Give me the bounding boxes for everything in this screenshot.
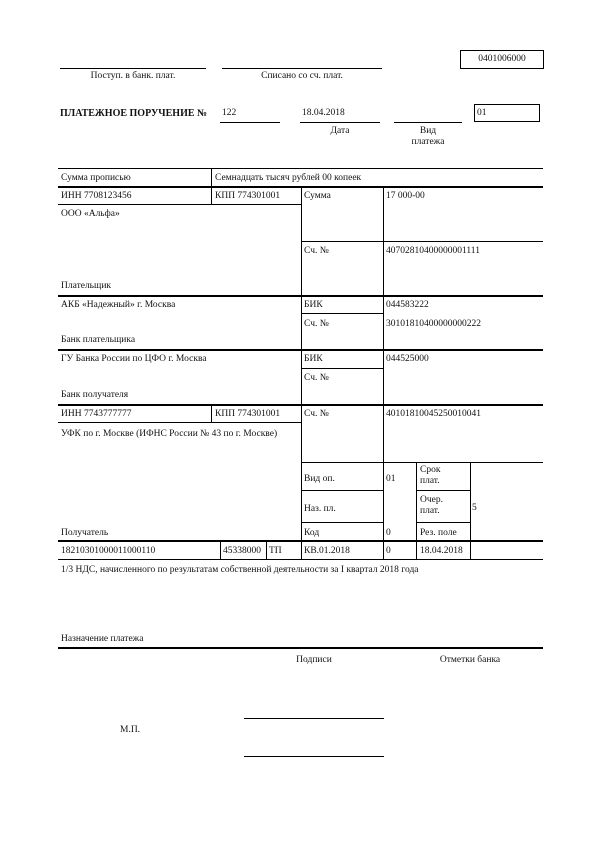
date-label: Дата xyxy=(330,126,350,136)
tax-field-period: КВ.01.2018 xyxy=(304,546,350,556)
recipient-account-label: Сч. № xyxy=(304,409,329,419)
payer-bik-label: БИК xyxy=(304,300,323,310)
payer-inn-divider xyxy=(211,187,212,204)
reserve-label: Рез. поле xyxy=(420,528,457,538)
op-type-underline xyxy=(301,490,383,491)
payer-bank-value-divider xyxy=(383,296,384,350)
recipient-value-divider xyxy=(383,405,384,559)
status-code: 01 xyxy=(477,108,487,118)
tax-div-4 xyxy=(416,541,417,559)
payment-type-line xyxy=(394,122,462,123)
term-label xyxy=(420,465,440,487)
order-underline xyxy=(416,522,470,523)
payer-name: ООО «Альфа» xyxy=(61,209,120,219)
tax-div-1 xyxy=(220,541,221,559)
purpose-code-underline xyxy=(301,522,383,523)
op-right-divider xyxy=(470,462,471,559)
op-block-top-line xyxy=(301,462,543,463)
tax-field-kbk: 18210301000011000110 xyxy=(61,546,156,556)
payer-inn-underline xyxy=(58,204,301,205)
payer-bank-account-label: Сч. № xyxy=(304,319,329,329)
payer-bik: 044583222 xyxy=(386,300,429,310)
payer-label: Плательщик xyxy=(61,281,112,291)
form-code: 0401006000 xyxy=(478,54,526,64)
tax-field-doc-date: 18.04.2018 xyxy=(420,546,463,556)
payer-account: 40702810400000001111 xyxy=(386,246,480,256)
recipient-inn-divider xyxy=(211,405,212,422)
term-text: Срок плат. xyxy=(420,465,441,486)
code-value: 0 xyxy=(386,528,391,538)
payer-inn: ИНН 7708123456 xyxy=(61,191,132,201)
payer-bank-divider xyxy=(301,296,302,350)
recipient-inn: ИНН 7743777777 xyxy=(61,409,132,419)
sum-value: 17 000-00 xyxy=(386,191,425,201)
recipient-inn-underline xyxy=(58,422,301,423)
form-code-box xyxy=(460,50,544,69)
recipient-bank-name: ГУ Банка России по ЦФО г. Москва xyxy=(61,354,207,364)
debited-line xyxy=(222,68,382,69)
purpose-code-label: Наз. пл. xyxy=(304,504,336,514)
sum-label: Сумма xyxy=(304,191,331,201)
order-text: Очер. плат. xyxy=(420,495,443,516)
payer-account-label: Сч. № xyxy=(304,246,329,256)
page-title: ПЛАТЕЖНОЕ ПОРУЧЕНИЕ № xyxy=(60,108,208,119)
recipient-label: Получатель xyxy=(61,528,109,538)
recipient-bank-account-label: Сч. № xyxy=(304,373,329,383)
signature-line-1 xyxy=(244,718,384,719)
order-value: 5 xyxy=(472,503,477,513)
status-box xyxy=(474,104,540,122)
payer-bik-underline xyxy=(301,313,383,314)
payer-bank-name: АКБ «Надежный» г. Москва xyxy=(61,300,176,310)
sum-underline xyxy=(301,241,543,242)
purpose-text: 1/3 НДС, начисленного по результатам собственной деятельности за I квартал 2018 года xyxy=(61,565,419,575)
tax-row-bottom-line xyxy=(58,559,543,560)
recipient-bank-divider xyxy=(301,350,302,404)
number-line xyxy=(220,122,280,123)
received-line xyxy=(60,68,206,69)
code-label: Код xyxy=(304,528,320,538)
recipient-bik-underline xyxy=(301,368,383,369)
signature-line-2 xyxy=(244,756,384,757)
tax-field-doc-number: 0 xyxy=(386,546,391,556)
stamp-label: М.П. xyxy=(120,725,141,735)
amount-words-value: Семнадцать тысяч рублей 00 копеек xyxy=(215,173,362,183)
signatures-label: Подписи xyxy=(296,655,332,665)
recipient-bank-value-divider xyxy=(383,350,384,404)
recipient-account: 40101810045250010041 xyxy=(386,409,481,419)
date-line xyxy=(300,122,380,123)
amount-words-label: Сумма прописью xyxy=(61,173,131,183)
recipient-name: УФК по г. Москве (ИФНС России № 43 по г. Москве) xyxy=(61,429,278,439)
payment-date: 18.04.2018 xyxy=(302,108,345,118)
amount-words-divider xyxy=(211,168,212,186)
purpose-label: Назначение платежа xyxy=(61,634,144,644)
op-type: 01 xyxy=(386,474,396,484)
payer-bank-label: Банк плательщика xyxy=(61,335,136,345)
payer-bank-account: 30101810400000000222 xyxy=(386,319,481,329)
recipient-bik-label: БИК xyxy=(304,354,323,364)
op-type-label: Вид оп. xyxy=(304,474,335,484)
bank-marks-label: Отметки банка xyxy=(439,655,501,665)
payment-number: 122 xyxy=(222,108,237,118)
debited-label: Списано со сч. плат. xyxy=(261,71,343,81)
order-label xyxy=(420,495,443,517)
recipient-bik: 044525000 xyxy=(386,354,429,364)
payment-type-label xyxy=(394,126,462,148)
tax-field-basis: ТП xyxy=(269,546,282,556)
tax-field-oktmo: 45338000 xyxy=(223,546,261,556)
received-label: Поступ. в банк. плат. xyxy=(90,71,176,81)
term-underline xyxy=(416,490,470,491)
payer-kpp: КПП 774301001 xyxy=(215,191,281,201)
recipient-bank-label: Банк получателя xyxy=(61,390,129,400)
tax-div-2 xyxy=(266,541,267,559)
payment-type-text: Вид платежа xyxy=(411,126,445,147)
amount-words-top-line xyxy=(58,168,543,169)
purpose-bottom-line xyxy=(58,647,543,649)
tax-div-3 xyxy=(301,541,302,559)
recipient-kpp: КПП 774301001 xyxy=(215,409,281,419)
recipient-right-divider xyxy=(301,405,302,559)
